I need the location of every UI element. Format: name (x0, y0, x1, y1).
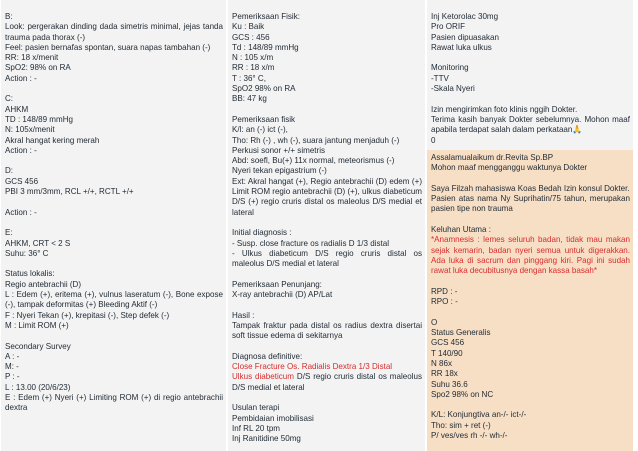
text-line: M : Limit ROM (+) (5, 320, 69, 330)
text-line: -Skala Nyeri (431, 84, 475, 94)
text-line: Saya Filzah mahasiswa Koas Bedah Izin konsul Dokter. (431, 183, 630, 193)
text-line: Inj Ranitidine 50mg (232, 434, 301, 444)
text-line: P : - (5, 372, 20, 382)
text-line: M: - (5, 362, 19, 372)
text-line: C: (5, 94, 14, 104)
text-line: F : Nyeri Tekan (+), krepitasi (-), Step defek (-) (5, 310, 170, 320)
text-line: Terima kasih banyak Dokter sebelumnya. Mohon maaf apabila terdapat salah dalam perkataan🙏 (431, 114, 630, 135)
text-line: Initial diagnosis : (232, 228, 292, 238)
text-line: D: (5, 166, 14, 176)
text-line: AHKM (5, 104, 29, 114)
text-line: Pembidaian imobilisasi (232, 413, 314, 423)
text-line: T 140/90 (431, 348, 463, 358)
text-line (232, 342, 422, 352)
text-line: Action : - (5, 207, 37, 217)
text-line (431, 215, 630, 225)
text-line: Status lokalis: (5, 269, 55, 279)
text-line: Action : - (5, 73, 37, 83)
text-line (5, 84, 223, 94)
text-line: Pemeriksaan fisik (232, 114, 296, 124)
text-line: B: (5, 12, 13, 21)
text-line: Nyeri tekan epigastrium (-) (232, 166, 327, 176)
definitive-diagnosis: Close Fracture Os. Radialis Dextra 1/3 Distal (232, 362, 393, 372)
text-line: BB: 47 kg (232, 94, 267, 104)
column-primary-survey (1, 0, 226, 451)
text-line: Rawat luka ulkus (431, 42, 492, 52)
text-line: L : Edem (+), eritema (+), vulnus laseratum (-), Bone expose (-), tampak deformitas (+) Bleeding Aktif (-) (5, 290, 223, 310)
text-line: PBI 3 mm/3mm, RCL +/+, RCTL +/+ (5, 187, 134, 197)
text-line (431, 94, 630, 104)
text-line (232, 218, 422, 228)
text-line: Mohon maaf mengganggu waktunya Dokter (431, 163, 588, 173)
text-line: Pemeriksaan Penunjang: (232, 279, 322, 289)
text-line (5, 156, 223, 166)
text-line: GCS : 456 (232, 32, 270, 42)
text-line (431, 400, 630, 410)
text-line: Keluhan Utama : (431, 225, 491, 235)
anamnesis: *Anamnesis : lemes seluruh badan, tidak mau makan sejak kemarin, badan nyeri semua untuk digerakkan. Ada luka di sacrum dan pinggang kiri. Pagi ini sudah rawat luka decubitusnya dengan kassa basah* (431, 235, 630, 276)
text-line: Hasil : (232, 310, 255, 320)
text-line (232, 393, 422, 403)
text-line: Perkusi sonor +/+ simetris (232, 145, 326, 155)
text-line (431, 277, 630, 287)
text-line: RR : 18 x/m (232, 63, 275, 73)
text-line: Inj Ketorolac 30mg (431, 12, 499, 21)
text-line: RR: 18 x/menit (5, 53, 59, 63)
text-line: Secondary Survey (5, 341, 71, 351)
text-line: Assalamualaikum dr.Revita Sp.BP (431, 153, 554, 162)
text-line: T : 36° C, (232, 73, 266, 83)
text-line: Ku : Baik (232, 22, 265, 32)
text-line: AHKM, CRT < 2 S (5, 238, 71, 248)
text-line: Abd: soefl, Bu(+) 11x normal, meteorismus (-) (232, 156, 395, 166)
text-line: N: 105x/menit (5, 125, 55, 135)
text-line: -TTV (431, 73, 449, 83)
text-line: 0 (431, 135, 436, 145)
text-line: Akral hangat kering merah (5, 135, 100, 145)
text-line: Diagnosa definitive: (232, 351, 303, 361)
text-line: A : - (5, 351, 20, 361)
text-line: N : 105 x/m (232, 53, 274, 63)
text-line (5, 218, 223, 228)
therapy-section (431, 12, 630, 146)
text-line: Spo2 98% on NC (431, 389, 494, 399)
text-line: Td : 148/89 mmHg (232, 42, 299, 52)
consult-message-section (427, 150, 633, 451)
text-line: Ext: Akral hangat (+), Regio antebrachii (D) edem (+) Limit ROM regio antebrachii (D) (+), ulkus diabeticum D/S (+) regio cruris distal os maleolus D/S medial et lateral (232, 176, 422, 217)
text-line: Suhu 36.6 (431, 379, 468, 389)
text-line (5, 331, 223, 341)
secondary-diagnosis (232, 372, 422, 393)
text-line: Monitoring (431, 63, 469, 73)
text-line: Regio antebrachii (D) (5, 279, 82, 289)
text-line: N 86x (431, 358, 453, 368)
text-line: O (431, 317, 438, 327)
text-line: Pasien dipuasakan (431, 32, 500, 42)
text-line: RR 18x (431, 369, 458, 379)
text-line: X-ray antebrachii (D) AP/Lat (232, 290, 333, 300)
text-line: TD : 148/89 mmHg (5, 114, 73, 124)
text-line (232, 269, 422, 279)
text-line (431, 307, 630, 317)
text-line: GCS 456 (431, 338, 465, 348)
text-line: Suhu: 36° C (5, 248, 49, 258)
text-line: SpO2 98% on RA (232, 84, 296, 94)
text-line: Inf RL 20 tpm (232, 423, 281, 433)
text-line: Usulan terapi (232, 403, 280, 413)
text-line (431, 174, 630, 184)
text-line (5, 197, 223, 207)
text-line: Izin mengirimkan foto klinis nggih Dokter. (431, 104, 578, 114)
secondary-diagnosis-rest: D/S regio cruris distal os maleolus D/S medial et lateral (232, 372, 422, 392)
text-line (232, 105, 422, 115)
text-line: E : Edem (+) Nyeri (+) Limiting ROM (+) di regio antebrachii dextra (5, 392, 223, 413)
secondary-diagnosis-red: Ulkus diabeticum (232, 372, 294, 382)
text-line: Pro ORIF (431, 22, 465, 32)
text-line: GCS 456 (5, 176, 39, 186)
text-line: Tho: sim + ret (-) (431, 420, 491, 430)
text-line (431, 53, 630, 63)
text-line: K/l: an (-) ict (-), (232, 125, 288, 135)
text-line: RPD : - (431, 286, 458, 296)
text-line: P/ ves/ves rh -/- wh-/- (431, 431, 508, 441)
text-line: - Ulkus diabeticum D/S regio cruris distal os maleolus D/S medial et lateral (232, 248, 422, 269)
text-line: Pemeriksaan Fisik: (232, 12, 300, 21)
text-line: Tho: Rh (-) , wh (-), suara jantung menjaduh (-) (232, 135, 400, 145)
text-line: SpO2: 98% on RA (5, 63, 71, 73)
text-line: L : 13.00 (20/6/23) (5, 382, 71, 392)
text-line: Look: pergerakan dinding dada simetris minimal, jejas tanda trauma pada thorax (-) (5, 22, 223, 42)
text-line: Status Generalis (431, 328, 491, 338)
text-line: Pasien atas nama Ny Suprihatin/75 tahun, merupakan pasien tipe non trauma (431, 194, 630, 214)
text-line: Feel: pasien bernafas spontan, suara napas tambahan (-) (5, 42, 211, 52)
text-line: Action : - (5, 145, 37, 155)
text-line: - Susp. close fracture os radialis D 1/3 distal (232, 238, 389, 248)
text-line: K/L: Konjungtiva an-/- ict-/- (431, 410, 527, 420)
text-line (5, 259, 223, 269)
text-line: RPO : - (431, 297, 458, 307)
text-line (232, 300, 422, 310)
column-physical-exam (228, 0, 425, 451)
text-line: Tampak fraktur pada distal os radius dextra disertai soft tissue edema di sekitarnya (232, 320, 422, 341)
column-therapy-consult (427, 0, 633, 451)
text-line: E: (5, 228, 13, 238)
